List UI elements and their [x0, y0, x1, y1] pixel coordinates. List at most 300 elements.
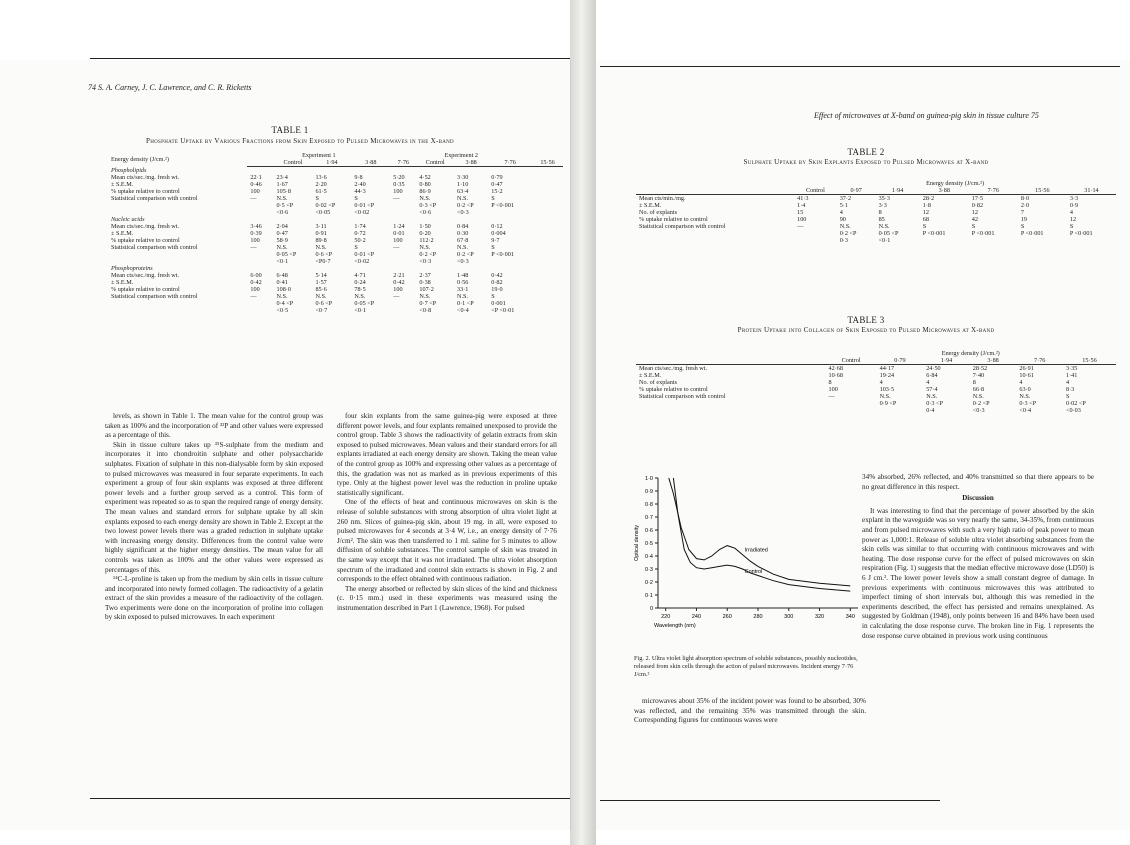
- text-column-3: [634, 697, 866, 726]
- table1-row-label: [108, 202, 247, 209]
- table1-cell: [247, 258, 273, 265]
- table3-cell: 63·0: [1019, 386, 1031, 393]
- table3-cell: 0·3 <P: [926, 400, 943, 407]
- table1-cell: 23·4: [276, 174, 288, 181]
- table1-cell: 0·82: [491, 279, 503, 286]
- scan-edge-line: [600, 800, 940, 801]
- table1-cell: N.S.: [419, 293, 431, 300]
- table1-cell: 112·2: [419, 237, 434, 244]
- table1-exp1-label: Experiment 1: [302, 152, 336, 159]
- paragraph: Skin in tissue culture takes up ³⁵S-sulphate from the medium and incorporates it into chondroitin sulphate and other polysaccharide sulphates. Fixation of sulphate in this non-dialysable form by skin exposed to pulsed microwaves was measured in four separate experiments. In each experiment a group of four skin explants was exposed at three different power levels and a further group served as a control. This form of experiment was repeated so as to span the required range of energy density. The mean values and standard errors for sulphate uptake by all skin explants exposed to each energy density are shown in Table 2. Except at the two lowest power levels there was a graded reduction in sulphate uptake with increasing energy density. Differences from the control value were highly significant at the higher energy densities. The mean value for all controls was taken as 100% and the other values were expressed as percentages of this.: [105, 440, 323, 574]
- discussion-body: [862, 507, 1094, 641]
- table1-row: [108, 230, 563, 237]
- table2: [636, 180, 1116, 244]
- table1-row: [108, 307, 563, 314]
- table1-cell: <0·3: [456, 209, 469, 216]
- table1-cell: 86·9: [419, 188, 431, 195]
- left-page-header: 74 S. A. Carney, J. C. Lawrence, and C. R. Ricketts: [88, 83, 252, 92]
- x-tick-label: 300: [784, 614, 794, 620]
- table1-cell: 107·2: [419, 286, 434, 293]
- x-tick-label: 340: [845, 614, 855, 620]
- table1-cell: N.S.: [419, 195, 431, 202]
- table3-cell: [826, 407, 877, 414]
- book-spine: [570, 0, 596, 845]
- table3-column-headers: [636, 357, 1116, 365]
- table2-cell: 42: [971, 216, 978, 223]
- table1-cell: 2·04: [276, 223, 288, 230]
- table1-cell: 2·21: [393, 272, 405, 279]
- table1-cell: N.S.: [315, 293, 327, 300]
- table1-cell: 0·05 <P: [276, 251, 297, 258]
- table1-cell: N.S.: [354, 293, 366, 300]
- table3-cell: [826, 400, 877, 407]
- paragraph: ¹⁴C-L-proline is taken up from the medium by skin cells in tissue culture and incorporated into newly formed collagen. The radioactivity of a gelatin extract of the skin provides a measure of the radioactivity of the collagen. Two experiments were done on the incorporation of proline into collagen by skin exposed to pulsed microwaves. In each experiment: [105, 575, 323, 622]
- table1-cell: [247, 202, 273, 209]
- table1-cell: 1·48: [456, 272, 469, 279]
- table1-row: [108, 279, 563, 286]
- table3-cell: 57·4: [926, 386, 938, 393]
- table1-cell: 1·57: [315, 279, 327, 286]
- table3-cell: 8: [828, 379, 832, 386]
- x-tick-label: 240: [691, 614, 702, 620]
- table2-column-header: 31·14: [1067, 187, 1116, 195]
- table1-row-label: Statistical comparison with control: [111, 293, 198, 300]
- table1-cell: 58·9: [276, 237, 288, 244]
- table1-cell: 0·79: [491, 174, 503, 181]
- table3-row-label: Mean cts/sec./mg. fresh wt.: [639, 365, 708, 372]
- table1-row-label: % uptake relative to control: [111, 188, 180, 195]
- table3-row-label: Statistical comparison with control: [639, 393, 726, 400]
- table2-cell: [1067, 237, 1116, 244]
- table1-row-label: ± S.E.M.: [111, 230, 134, 237]
- table2-cell: 12: [1069, 216, 1077, 223]
- table2-cell: S: [922, 223, 927, 230]
- table2-cell: 8·0: [1020, 195, 1030, 202]
- table1-cell: <0·1: [276, 258, 289, 265]
- table1-cell: 78·5: [354, 286, 366, 293]
- y-tick-label: 0·6: [645, 528, 653, 534]
- table2-cell: 3·3: [878, 202, 887, 209]
- table1-row-label: Mean cts/sec./mg. fresh wt.: [111, 223, 180, 230]
- table1-cell: 0·05 <P: [354, 300, 375, 307]
- table1-cell: 3·11: [315, 223, 327, 230]
- table1-cell: <0·4: [456, 307, 469, 314]
- table1-cell: <0·3: [419, 258, 432, 265]
- table1-cell: [247, 251, 273, 258]
- y-axis-label: Optical density: [634, 524, 640, 562]
- table1-cell: 4·52: [419, 174, 431, 181]
- table3-cell: 26·91: [1019, 365, 1034, 372]
- table2-cell: 100: [797, 216, 807, 223]
- table1-cell: 0·004: [491, 230, 506, 237]
- table3-cell: 44·17: [879, 365, 895, 372]
- table1-subtitle: Phosphate Uptake by Various Fractions from Skin Exposed to Pulsed Microwaves in the X-band: [146, 137, 454, 145]
- table1-cell: 0·35: [393, 181, 405, 188]
- table2-row-label: Statistical comparison with control: [639, 223, 726, 230]
- table1-section-row: [108, 216, 563, 223]
- table2-cell: 0·2 <P: [839, 230, 857, 237]
- table3-cell: 1·41: [1065, 372, 1078, 379]
- table1-cell: 0·2 <P: [419, 251, 437, 258]
- table1-column-header: 15·56: [532, 159, 563, 167]
- table1-row-label: ± S.E.M.: [111, 279, 134, 286]
- table1-row: [108, 237, 563, 244]
- table2-cell: 3·3: [1069, 195, 1079, 202]
- table1-row-label: Mean cts/sec./mg. fresh wt.: [111, 272, 180, 279]
- table1-cell: 0·6 <P: [315, 300, 333, 307]
- y-tick-label: 0·8: [645, 502, 653, 508]
- table3-cell: 28·52: [972, 365, 988, 372]
- table2-cell: 7: [1020, 209, 1024, 216]
- x-axis-label: Wavelength (nm): [654, 623, 696, 629]
- table1-cell: P <0·001: [491, 251, 514, 258]
- paragraph: microwaves about 35% of the incident power was found to be absorbed, 30% was reflected, and the remaining 35% was transmitted through the skin. Corresponding figures for continuous waves were: [634, 697, 866, 725]
- paragraph: four skin explants from the same guinea-pig were exposed at three different power levels, and four explants remained unexposed to provide the control group. Table 3 shows the radioactivity of gelatin extracts from skin exposed to pulsed microwaves. Mean values and their standard errors for all explants irradiated at each energy density are shown. Taking the mean value of the control group as 100% and expressing other values as a percentage of this, the gradation was not as marked as in previous experiments of this type. Only at the highest power level was the reduction in proline uptake statistically significant.: [337, 412, 557, 497]
- table1-cell: 0·46: [250, 181, 262, 188]
- table1-cell: [488, 258, 532, 265]
- table3-cell: <0·3: [972, 407, 985, 414]
- table2-column-header: Control: [794, 187, 837, 195]
- table3-cell: 66·8: [972, 386, 985, 393]
- table1-row: [108, 244, 563, 251]
- table1-body: [108, 167, 563, 315]
- table3-cell: 4: [926, 379, 930, 386]
- table1-section-name: Nucleic acids: [111, 216, 145, 223]
- table3-row-label: [636, 407, 826, 414]
- table1-cell: —: [393, 293, 400, 300]
- table1-cell: 22·1: [250, 174, 262, 181]
- table3-header-blank: [636, 357, 826, 365]
- series-label-control: Control: [744, 569, 763, 575]
- table2-cell: N.S.: [878, 223, 890, 230]
- table2-row-label: [636, 237, 794, 244]
- table1-cell: 0·2 <P: [456, 251, 474, 258]
- table1-cell: 0·91: [315, 230, 327, 237]
- x-tick-label: 260: [722, 614, 732, 620]
- table1-cell: 2·40: [354, 181, 366, 188]
- table2-row-label: [636, 230, 794, 237]
- y-tick-label: 1·0: [645, 476, 653, 482]
- table1-row: [108, 251, 563, 258]
- table2-cell: S: [971, 223, 976, 230]
- table1-cell: S: [354, 195, 358, 202]
- table1-row: [108, 258, 563, 265]
- table3-cell: 10·61: [1019, 372, 1034, 379]
- y-tick-label: 0·1: [645, 593, 653, 599]
- table3-energy-label: Energy density (J/cm.²): [941, 350, 1000, 357]
- table2-row: [636, 230, 1116, 237]
- table1-cell: 0·41: [276, 279, 288, 286]
- table1-cell: 0·3 <P: [419, 202, 437, 209]
- table1-cell: 2·37: [419, 272, 431, 279]
- table1-cell: 0·4 <P: [276, 300, 294, 307]
- table1-row: [108, 174, 563, 181]
- table2-cell: S: [1020, 223, 1025, 230]
- table1-cell: [390, 202, 416, 209]
- table1-header-blank: [247, 159, 273, 167]
- table1-cell: 3·46: [250, 223, 262, 230]
- left-page: [0, 60, 571, 830]
- table1-cell: <0·02: [354, 258, 370, 265]
- table3-cell: 0·4: [926, 407, 935, 414]
- table1-cell: <0·02: [354, 209, 370, 216]
- table1-cell: [488, 209, 532, 216]
- table2-subtitle: Sulphate Uptake by Skin Explants Exposed to Pulsed Microwaves at X-band: [743, 158, 989, 166]
- table1-row-label: [108, 258, 247, 265]
- table1-cell: 0·42: [393, 279, 405, 286]
- table2-cell: 37·2: [839, 195, 852, 202]
- paragraph: levels, as shown in Table 1. The mean value for the control group was taken as 100% and the incorporation of ³²P and other values were expressed as a percentage of this.: [105, 412, 323, 440]
- scan-edge-line: [90, 798, 570, 799]
- table3-cell: 4: [1065, 379, 1070, 386]
- y-tick-label: 0·3: [645, 567, 653, 573]
- table1-cell: <0·05: [315, 209, 331, 216]
- table3-body: [636, 365, 1116, 415]
- table1-cell: 2·20: [315, 181, 327, 188]
- table1-cell: —: [393, 195, 400, 202]
- table2-cell: 12: [922, 209, 929, 216]
- table3-cell: 0·3 <P: [1019, 400, 1037, 407]
- table1-cell: 67·8: [456, 237, 469, 244]
- table1-cell: 0·30: [456, 230, 469, 237]
- table3-cell: 4: [879, 379, 883, 386]
- paragraph: The energy absorbed or reflected by skin slices of the kind and thickness (c. 0·15 mm.) used in these experiments was measured using the instrumentation described in Part 1 (Lawrence, 1968). For pulsed: [337, 584, 557, 612]
- table3-cell: 8: [972, 379, 976, 386]
- table1-cell: 0·84: [456, 223, 469, 230]
- table3-row: [636, 386, 1116, 393]
- table1-cell: 0·24: [354, 279, 366, 286]
- table1-cell: [390, 251, 416, 258]
- table1-cell: [390, 258, 416, 265]
- table3-cell: [877, 407, 924, 414]
- table1-row-label: [108, 209, 247, 216]
- table3-cell: 6·84: [926, 372, 938, 379]
- table3-cell: 0·2 <P: [972, 400, 990, 407]
- table1-cell: 6·48: [276, 272, 288, 279]
- table1-cell: 100: [393, 286, 403, 293]
- table1-cell: N.S.: [276, 293, 288, 300]
- table3-cell: 0·9 <P: [879, 400, 897, 407]
- table3-row-label: No. of explants: [639, 379, 677, 386]
- table3-column-header: Control: [826, 357, 877, 365]
- table1-energy-label: Energy density (J/cm.²): [111, 155, 169, 163]
- table1-cell: —: [250, 195, 257, 202]
- table1-cell: [247, 300, 273, 307]
- table1-row: [108, 181, 563, 188]
- table1-row: [108, 293, 563, 300]
- y-tick-label: 0·7: [645, 515, 653, 521]
- table1-row: [108, 202, 563, 209]
- table2-row: [636, 216, 1116, 223]
- table1-cell: P <0·001: [491, 202, 514, 209]
- table1-cell: 3·30: [456, 174, 469, 181]
- table3-row: [636, 372, 1116, 379]
- table3-cell: 100: [828, 386, 838, 393]
- table1-cell: <P0·7: [315, 258, 331, 265]
- table1-cell: N.S.: [315, 244, 327, 251]
- table1-cell: 0·80: [419, 181, 431, 188]
- discussion-heading: Discussion: [962, 494, 994, 503]
- table1-cell: N.S.: [456, 293, 468, 300]
- table1-cell: N.S.: [456, 195, 468, 202]
- table1-cell: 1·50: [419, 223, 431, 230]
- table1-cell: 9·7: [491, 237, 500, 244]
- table2-row-label: % uptake relative to control: [639, 216, 708, 223]
- table2-cell: —: [797, 223, 804, 230]
- table2-body: [636, 195, 1116, 245]
- table1-cell: 9·8: [354, 174, 363, 181]
- paragraph: One of the effects of heat and continuous microwaves on skin is the release of soluble substances with strong absorption of ultra violet light at 260 nm. Slices of guinea-pig skin, about 19 mg. in all, were exposed to pulsed microwaves for 4 seconds at 3·4 W, i.e., an energy density of 7·76 J/cm². The skin was then transferred to 1 ml. saline for 5 minutes to allow diffusion of soluble substances. The control sample of skin was treated in the same way except that it was not irradiated. The ultra violet absorption spectrum of the irradiated and control skin extracts is shown in Fig. 2 and corresponds to the effect obtained with continuous radiation.: [337, 498, 557, 584]
- table2-cell: [969, 237, 1018, 244]
- table2-energy-label: Energy density (J/cm.²): [926, 180, 985, 187]
- table3-row-label: [636, 400, 826, 407]
- y-tick-label: 0·5: [645, 541, 653, 547]
- table2-cell: P <0·001: [922, 230, 946, 237]
- table2-column-header: 1·94: [876, 187, 920, 195]
- table1-title: TABLE 1: [271, 125, 309, 135]
- table1-cell: <0·7: [315, 307, 328, 314]
- y-tick-label: 0·9: [645, 489, 653, 495]
- table1-cell: <0·3: [456, 258, 469, 265]
- table3-row: [636, 393, 1116, 400]
- table1-row: [108, 195, 563, 202]
- table3-cell: —: [828, 393, 835, 400]
- table1-cell: 100: [393, 237, 403, 244]
- x-tick-label: 220: [661, 614, 671, 620]
- right-page-header: Effect of microwaves at X-band on guinea-pig skin in tissue culture 75: [814, 111, 1039, 120]
- table1-cell: 13·6: [315, 174, 327, 181]
- table3-cell: N.S.: [972, 393, 984, 400]
- table1-cell: [390, 307, 416, 314]
- figure-2-uv-absorption-chart: [626, 472, 876, 642]
- scan-edge-line: [90, 58, 570, 59]
- table2-row: [636, 223, 1116, 230]
- table1-row: [108, 188, 563, 195]
- table2-cell: [794, 237, 837, 244]
- table1-cell: 0·6 <P: [315, 251, 333, 258]
- table1-cell: <0·8: [419, 307, 432, 314]
- table1-cell: 0·2 <P: [456, 202, 474, 209]
- table3-row-label: % uptake relative to control: [639, 386, 708, 393]
- table2-column-headers: [636, 187, 1116, 195]
- table1-row-label: Statistical comparison with control: [111, 244, 198, 251]
- table2-row: [636, 237, 1116, 244]
- y-tick-label: 0: [649, 606, 653, 612]
- table1-cell: 44·3: [354, 188, 366, 195]
- table2-cell: 28·2: [922, 195, 935, 202]
- table3-row-label: ± S.E.M.: [639, 372, 662, 379]
- x-tick-label: 280: [753, 614, 763, 620]
- table1-cell: 0·01: [393, 230, 405, 237]
- table1-cell: —: [250, 293, 257, 300]
- table1-cell: 100: [393, 188, 403, 195]
- table1-cell: 100: [250, 286, 260, 293]
- scan-edge-line: [600, 66, 1120, 67]
- table2-cell: [920, 237, 969, 244]
- table3-cell: S: [1065, 393, 1070, 400]
- table2-cell: 4: [839, 209, 843, 216]
- table1-cell: 6·00: [250, 272, 262, 279]
- table3-cell: 103·5: [879, 386, 895, 393]
- text-column-1: [105, 412, 323, 623]
- table3-cell: 0·02 <P: [1065, 400, 1086, 407]
- table1-column-header: 1·94: [312, 159, 351, 167]
- table1-cell: S: [315, 195, 319, 202]
- table1-row-label: Mean cts/sec./mg. fresh wt.: [111, 174, 180, 181]
- table2-cell: 41·3: [797, 195, 809, 202]
- text-column-2: [337, 412, 557, 613]
- table1-cell: 108·0: [276, 286, 291, 293]
- table1-row-label: [108, 307, 247, 314]
- table2-column-header: 3·88: [920, 187, 969, 195]
- table2-cell: 0·05 <P: [878, 230, 899, 237]
- table2-cell: [1018, 237, 1067, 244]
- table1-cell: N.S.: [419, 244, 431, 251]
- figure-2-caption: Fig. 2. Ultra violet light absorption spectrum of soluble substances, possibly nucleotides, released from skin cells through the action of pulsed microwaves. Incident energy 7·76 J/cm.²: [634, 655, 858, 678]
- table3-cell: N.S.: [926, 393, 938, 400]
- table2-cell: 68: [922, 216, 929, 223]
- table3-cell: 7·40: [972, 372, 985, 379]
- table1-cell: —: [393, 244, 400, 251]
- table1-row-label: % uptake relative to control: [111, 286, 180, 293]
- table1: [108, 152, 563, 314]
- table1-cell: N.S.: [276, 195, 288, 202]
- table1-cell: 0·47: [491, 181, 503, 188]
- table1-cell: <0·6: [276, 209, 289, 216]
- table1-cell: <P <0·01: [491, 307, 515, 314]
- table2-cell: N.S.: [839, 223, 851, 230]
- right-page: [596, 60, 1130, 830]
- table1-row-label: [108, 300, 247, 307]
- table1-cell: N.S.: [276, 244, 288, 251]
- table3-cell: 3·35: [1065, 365, 1078, 372]
- table1-cell: S: [491, 293, 495, 300]
- table1-cell: 0·001: [491, 300, 506, 307]
- table1-cell: 0·5 <P: [276, 202, 294, 209]
- table1-row-label: [108, 251, 247, 258]
- table1-cell: 100: [250, 188, 260, 195]
- table3-column-header: 0·79: [877, 357, 924, 365]
- table2-cell: 0·3: [839, 237, 848, 244]
- table3-column-header: 3·88: [970, 357, 1017, 365]
- table3-subtitle: Protein Uptake into Collagen of Skin Exposed to Pulsed Microwaves at X-band: [737, 326, 995, 334]
- table2-cell: P <0·001: [1020, 230, 1044, 237]
- table2-cell: 35·3: [878, 195, 890, 202]
- table1-cell: 0·20: [419, 230, 431, 237]
- table1-cell: 0·47: [276, 230, 288, 237]
- table1-cell: [390, 209, 416, 216]
- table1-cell: [247, 209, 273, 216]
- table1-cell: 100: [250, 237, 260, 244]
- table1-cell: 105·8: [276, 188, 291, 195]
- table1-cell: 5·14: [315, 272, 327, 279]
- table1-cell: S: [354, 244, 358, 251]
- table3-row: [636, 379, 1116, 386]
- table2-cell: [794, 230, 837, 237]
- table1-section-name: Phospholipids: [111, 167, 147, 174]
- table2-cell: 15: [797, 209, 804, 216]
- table2-cell: 19: [1020, 216, 1028, 223]
- table1-cell: 0·02 <P: [315, 202, 336, 209]
- table1-cell: 63·4: [456, 188, 469, 195]
- table3-column-header: 15·56: [1063, 357, 1116, 365]
- table1-column-header: 7·76: [390, 159, 416, 167]
- table2-row: [636, 202, 1116, 209]
- table3-cell: 10·68: [828, 372, 843, 379]
- table1-exp2-label: Experiment 2: [444, 152, 478, 159]
- y-tick-label: 0·2: [645, 580, 653, 586]
- y-tick-label: 0·4: [645, 554, 653, 560]
